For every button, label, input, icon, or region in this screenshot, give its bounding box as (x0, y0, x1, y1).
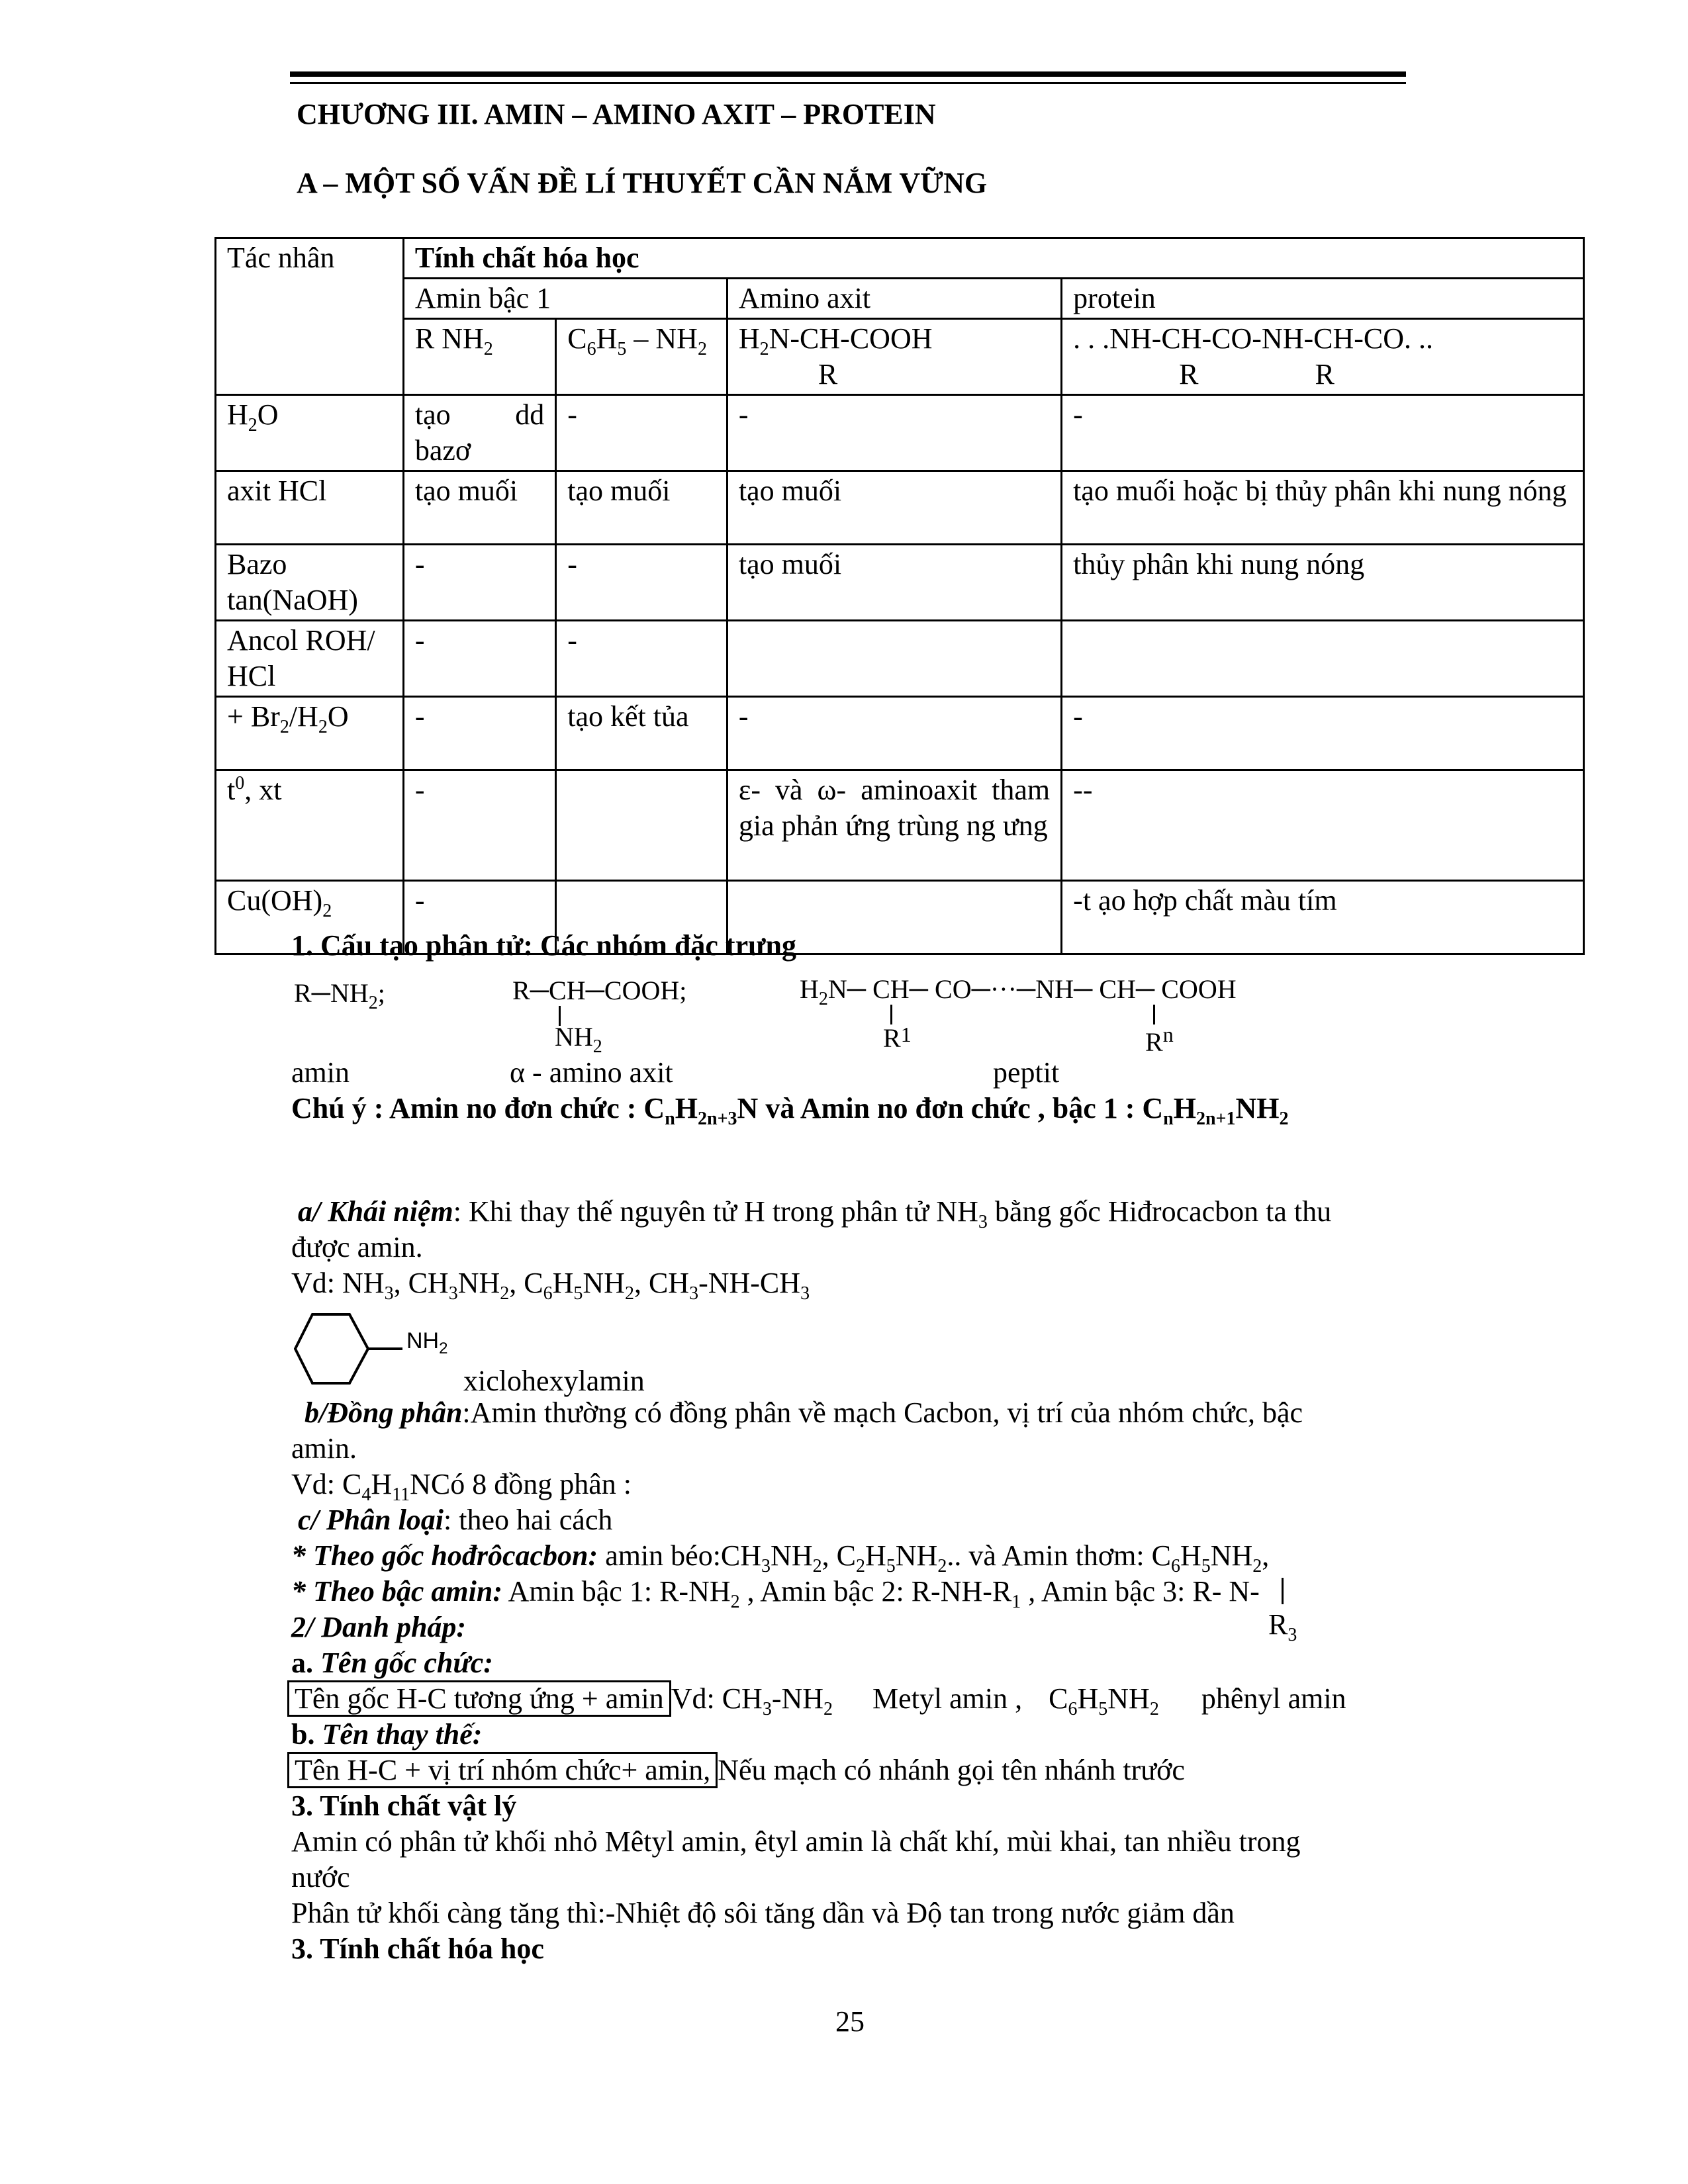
physical-line3: Phân tử khối càng tăng thì:-Nhiệt độ sôi tăng dần và Độ tan trong nước giảm dần (291, 1897, 1235, 1929)
r3-label: $R_3$ (1268, 1608, 1297, 1645)
sec1-title: 1. Cấu tạo phân tử: Các nhóm đặc trưng (291, 929, 796, 962)
row-ancol-c3 (727, 621, 1061, 697)
struct-amine: $R─NH_2$; (294, 978, 385, 1013)
row-naoh-c3: tạo muối (727, 545, 1061, 621)
struct-pep-rn: $R^n$ (1145, 1023, 1174, 1057)
row-naoh-c2: - (556, 545, 727, 621)
n-bond (1282, 1578, 1284, 1604)
row-cuoh2-c4: -t ạo hợp chất màu tím (1062, 881, 1584, 954)
struct-pep-r1: $R^1$ (883, 1023, 912, 1053)
physical-line1: Amin có phân tử khối nhỏ Mêtyl amin, êtyl amin là chất khí, mùi khai, tan nhiều trong (291, 1825, 1301, 1858)
row-h2o-c4: - (1062, 395, 1584, 471)
header-rule-thick (290, 71, 1406, 77)
concept-line2: được amin. (291, 1231, 423, 1263)
naming-a-title: a. Tên gốc chức: (291, 1647, 493, 1679)
concept-line1: a/ Khái niệm: Khi thay thế nguyên tử H trong phân tử $NH_3$ bằng gốc Hiđrocacbon ta thu (298, 1195, 1332, 1232)
row-ancol-c2: - (556, 621, 727, 697)
isomer-line2: amin. (291, 1432, 357, 1465)
isomer-example: Vd: $C_4H_{11}NCó$ 8 đồng phân : (291, 1468, 632, 1505)
row-t0-c3: ε- và ω- aminoaxit tham gia phản ứng trùng ng ưng (727, 770, 1061, 881)
label-peptit: peptit (993, 1056, 1060, 1089)
header-rule-thin (290, 82, 1406, 84)
cyclohexyl-ring (294, 1312, 413, 1391)
physical-title: 3. Tính chất vật lý (291, 1790, 517, 1822)
naming-a-line: Tên gốc H-C tương ứng + amin Vd: $CH_3-NH_2$ Metyl amin , $C_6H_5NH_2$ phênyl amin (287, 1681, 1346, 1717)
classify-by-root: * Theo gốc hođrôcacbon: amin $béo:CH_3NH_2$, $C_2H_5NH_2$.. và Amin thơm: $C_6H_5NH_2$, (291, 1539, 1270, 1576)
header-protein: protein (1062, 279, 1584, 319)
row-naoh-agent: Bazo tan(NaOH) (216, 545, 404, 621)
label-amino-acid: α - amino axit (510, 1056, 673, 1089)
struct-amino-acid: R─CH─COOH; (512, 976, 687, 1005)
row-br2-c4: - (1062, 697, 1584, 770)
row-hcl-c2: tạo muối (556, 471, 727, 545)
cyclohexyl-name: xiclohexylamin (463, 1365, 645, 1397)
header-agent: Tác nhân (216, 238, 404, 395)
naming-a-box: Tên gốc H-C tương ứng + amin (287, 1680, 671, 1717)
properties-table (214, 237, 1585, 955)
isomer-line1: b/Đồng phân:Amin thường có đồng phân về mạch Cacbon, vị trí của nhóm chức, bậc (305, 1396, 1303, 1429)
row-cuoh2-agent: $Cu(OH)_2$ (216, 881, 404, 954)
classify-line: c/ Phân loại: theo hai cách (298, 1504, 613, 1536)
chapter-title: CHƯƠNG III. AMIN – AMINO AXIT – PROTEIN (297, 98, 936, 130)
label-amin: amin (291, 1056, 350, 1089)
naming-b-line: Tên H-C + vị trí nhóm chức+ amin, Nếu mạch có nhánh gọi tên nhánh trước (287, 1752, 1185, 1788)
formula-rnh2: R $NH_2$ (403, 319, 555, 395)
row-t0-c2 (556, 770, 727, 881)
struct-aa-nh2: $NH_2$ (555, 1022, 602, 1057)
row-ancol-agent: Ancol ROH/ HCl (216, 621, 404, 697)
struct-peptide: $H_2N─$ CH─ CO─···─NH─ CH─ COOH (800, 974, 1237, 1009)
classify-by-degree: * Theo bậc amin: Amin bậc 1: $R-NH_2$ , Amin bậc 2: $R-NH-R_1$ , Amin bậc 3: R- N- (291, 1575, 1260, 1612)
row-br2-c2: tạo kết tủa (556, 697, 727, 770)
row-naoh-c1: - (403, 545, 555, 621)
row-br2-agent: + $Br_2/H_2O$ (216, 697, 404, 770)
row-h2o-c3: - (727, 395, 1061, 471)
note-formula: Chú ý : Amin no đơn chức : $C_nH_{2n+3}N$ và Amin no đơn chức , bậc 1 : $C_nH_{2n+1}NH_2$ (291, 1092, 1289, 1129)
row-naoh-c4: thủy phân khi nung nóng (1062, 545, 1584, 621)
row-ancol-c1: - (403, 621, 555, 697)
section-title: A – MỘT SỐ VẤN ĐỀ LÍ THUYẾT CẦN NẮM VỮNG (297, 167, 988, 199)
row-br2-c1: - (403, 697, 555, 770)
row-hcl-c3: tạo muối (727, 471, 1061, 545)
naming-b-box: Tên H-C + vị trí nhóm chức+ amin, (287, 1752, 718, 1788)
row-t0-c4: -- (1062, 770, 1584, 881)
chemical-title: 3. Tính chất hóa học (291, 1933, 544, 1965)
formula-aniline: $C_6H_5 - NH_2$ (556, 319, 727, 395)
row-h2o-c2: - (556, 395, 727, 471)
header-amino-axit: Amino axit (727, 279, 1061, 319)
row-h2o-agent: $H_2O$ (216, 395, 404, 471)
row-hcl-agent: axit HCl (216, 471, 404, 545)
row-ancol-c4 (1062, 621, 1584, 697)
row-t0-agent: $t^0$, xt (216, 770, 404, 881)
header-properties: Tính chất hóa học (403, 238, 1583, 279)
row-hcl-c4: tạo muối hoặc bị thủy phân khi nung nóng (1062, 471, 1584, 545)
row-t0-c1: - (403, 770, 555, 881)
formula-amino-acid: $H_2N-CH$-COOH R (727, 319, 1061, 395)
concept-examples: Vd: $NH_3$, $CH_3NH_2$, $C_6H_5NH_2$, $CH_3-NH-CH_3$ (291, 1267, 810, 1304)
row-br2-c3: - (727, 697, 1061, 770)
naming-title: 2/ Danh pháp: (291, 1611, 467, 1643)
naming-b-title: b. Tên thay thế: (291, 1718, 483, 1751)
row-hcl-c1: tạo muối (403, 471, 555, 545)
physical-line2: nước (291, 1861, 350, 1893)
header-amin-bac1: Amin bậc 1 (403, 279, 727, 319)
row-h2o-c1: tạo dd bazơ (403, 395, 555, 471)
formula-protein: . . .NH-CH-CO-NH-CH-CO. .. R R (1062, 319, 1584, 395)
page-number: 25 (835, 2005, 865, 2038)
row-cuoh2-c1: - (403, 881, 555, 954)
cyclohexyl-nh2: $NH_2$ (406, 1328, 448, 1357)
